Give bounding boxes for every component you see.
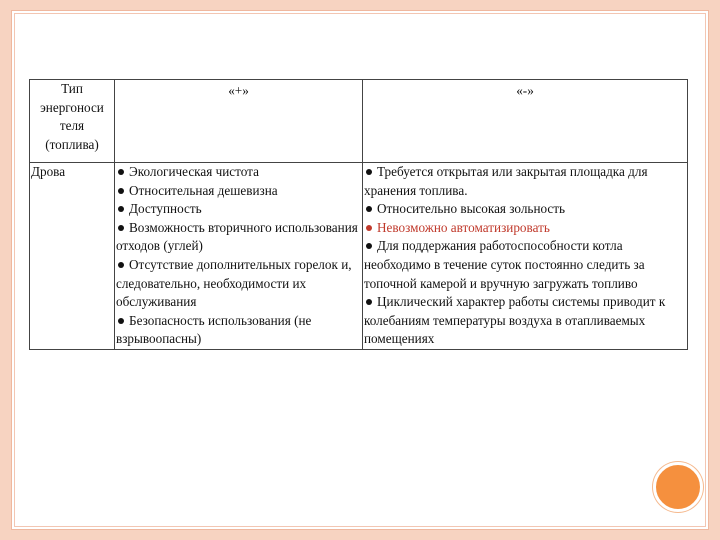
header-cons: «-» (363, 80, 688, 163)
bullet-icon (118, 188, 124, 194)
pro-text: Отсутствие дополнительных горелок и, следовательно, необходимости их обслуживания (116, 256, 352, 310)
fuel-name: Дрова (30, 163, 115, 350)
list-item (116, 219, 361, 256)
pro-text: Возможность вторичного использования отходов (углей) (116, 219, 358, 254)
pros-cell (115, 163, 363, 350)
decorative-circle-icon (653, 462, 703, 512)
bullet-icon (118, 262, 124, 268)
list-item (364, 293, 686, 349)
con-text: Требуется открытая или закрытая площадка для хранения топлива. (364, 164, 648, 198)
header-fuel-type (30, 80, 115, 163)
header-pros: «+» (115, 80, 363, 163)
pro-text: Экологическая чистота (129, 164, 259, 179)
bullet-icon (366, 206, 372, 212)
list-item-highlighted (364, 219, 686, 238)
list-item (116, 182, 361, 201)
pro-text: Доступность (129, 201, 202, 217)
list-item (364, 237, 686, 293)
list-item (116, 163, 361, 182)
bullet-icon (366, 299, 372, 305)
bullet-icon (366, 225, 372, 231)
header-fuel-type-line: Тип (61, 81, 83, 96)
table-header-row (30, 80, 688, 163)
cons-cell (363, 163, 688, 350)
table-row (30, 163, 688, 350)
list-item (364, 163, 686, 200)
slide (11, 10, 709, 530)
pro-text: Безопасность использования (не взрывоопасны) (116, 312, 312, 347)
bullet-icon (118, 206, 124, 212)
bullet-icon (118, 318, 124, 324)
list-item (116, 312, 361, 349)
con-text: Циклический характер работы системы приводит к колебаниям температуры воздуха в отапливаемых помещениях (364, 294, 666, 347)
bullet-icon (366, 169, 372, 175)
header-fuel-type-line: теля (59, 118, 85, 134)
pro-text: Относительная дешевизна (129, 182, 278, 198)
header-fuel-type-line: (топлива) (45, 136, 99, 152)
list-item (364, 200, 686, 219)
bullet-icon (118, 225, 124, 231)
list-item (116, 200, 361, 219)
bullet-icon (118, 169, 124, 175)
con-text: Относительно высокая зольность (377, 201, 566, 217)
bullet-icon (366, 243, 372, 249)
header-fuel-type-line: энергоноси (40, 99, 104, 115)
con-text: Невозможно автоматизировать (377, 219, 550, 235)
comparison-table (29, 79, 688, 350)
list-item (116, 256, 361, 312)
con-text: Для поддержания работоспособности котла необходимо в течение суток постоянно следить за топочной камерой и вручную загружать топливо (364, 238, 645, 291)
